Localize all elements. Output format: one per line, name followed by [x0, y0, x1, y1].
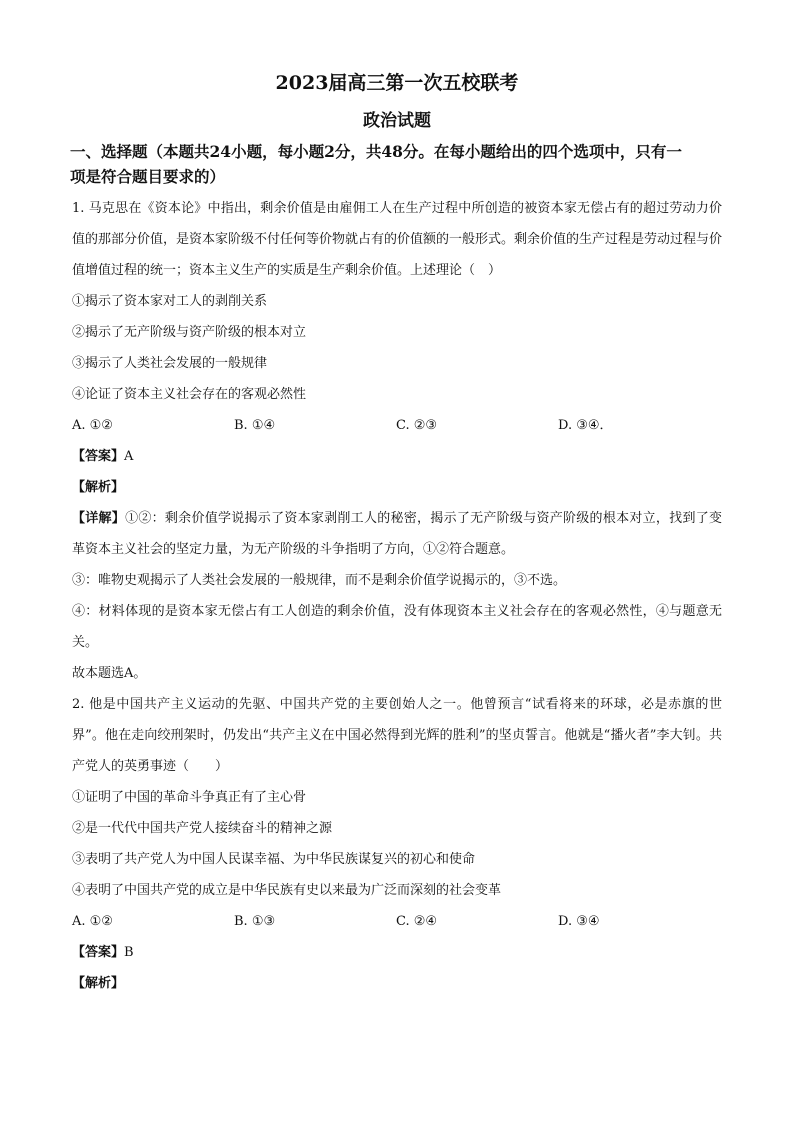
section-heading	[70, 139, 722, 189]
section-heading-line2: 项是符合题目要求的）	[70, 167, 226, 186]
question-2-analysis-label: 【解析】	[72, 976, 125, 991]
answer-value: B	[124, 945, 134, 960]
question-1-analysis-label: 【解析】	[72, 480, 125, 495]
detail-text: ①②：剩余价值学说揭示了资本家剥削工人的秘密，揭示了无产阶级与资产阶级的根本对立，找到了变革资本主义社会的坚定力量，为无产阶级的斗争指明了方向，①②符合题意。	[72, 511, 722, 557]
question-2-options	[72, 906, 722, 937]
question-1-item-3: ③揭示了人类社会发展的一般规律	[72, 356, 268, 371]
exam-subject: 政治试题	[363, 111, 431, 131]
question-1-options	[72, 410, 722, 441]
question-1-item-1: ①揭示了资本家对工人的剥削关系	[72, 294, 268, 309]
question-1-detail-3: ③：唯物史观揭示了人类社会发展的一般规律，而不是剩余价值学说揭示的，③不选。	[72, 573, 567, 588]
question-2-item-2: ②是一代代中国共产党人接续奋斗的精神之源	[72, 821, 333, 836]
question-1-detail	[72, 503, 722, 565]
question-1-answer	[72, 441, 722, 472]
option-a: A. ①②	[72, 914, 113, 929]
section-heading-line1: 一、选择题（本题共24小题，每小题2分，共48分。在每小题给出的四个选项中，只有一	[70, 142, 682, 161]
exam-title: 2023届高三第一次五校联考	[275, 72, 519, 94]
question-1-item-4: ④论证了资本主义社会存在的客观必然性	[72, 387, 307, 402]
option-d: D. ③④．	[558, 418, 613, 433]
question-1	[72, 193, 722, 689]
detail-label: 【详解】	[72, 511, 126, 526]
question-2-item-1: ①证明了中国的革命斗争真正有了主心骨	[72, 790, 307, 805]
option-b: B. ①③	[234, 914, 276, 929]
question-2-item-4: ④表明了中国共产党的成立是中华民族有史以来最为广泛而深刻的社会变革	[72, 883, 502, 898]
answer-label: 【答案】	[72, 449, 125, 464]
option-d: D. ③④	[558, 914, 600, 929]
option-a: A. ①②	[72, 418, 113, 433]
question-1-conclusion: 故本题选A。	[72, 666, 147, 681]
answer-value: A	[124, 449, 134, 464]
option-c: C. ②③	[396, 418, 438, 433]
question-1-stem: 1. 马克思在《资本论》中指出，剩余价值是由雇佣工人在生产过程中所创造的被资本家无偿占有的超过劳动力价值的那部分价值，是资本家阶级不付任何等价物就占有的价值额的一般形式。剩余价值的生产过程是劳动过程与价值增值过程的统一；资本主义生产的实质是生产剩余价值。上述理论（ ）	[72, 201, 723, 278]
question-2	[72, 689, 722, 999]
question-2-stem: 2. 他是中国共产主义运动的先驱、中国共产党的主要创始人之一。他曾预言“试看将来的环球，必是赤旗的世界”。他在走向绞刑架时，仍发出“共产主义在中国必然得到光辉的胜利”的坚贞誓言。他就是“播火者”李大钊。共产党人的英勇事迹（ ）	[72, 697, 722, 774]
question-1-detail-4: ④：材料体现的是资本家无偿占有工人创造的剩余价值，没有体现资本主义社会存在的客观必然性，④与题意无关。	[72, 604, 722, 650]
question-1-item-2: ②揭示了无产阶级与资产阶级的根本对立	[72, 325, 307, 340]
exam-page	[72, 66, 722, 999]
option-b: B. ①④	[234, 418, 276, 433]
option-c: C. ②④	[396, 914, 438, 929]
answer-label: 【答案】	[72, 945, 125, 960]
question-2-answer	[72, 937, 722, 968]
question-2-item-3: ③表明了共产党人为中国人民谋幸福、为中华民族谋复兴的初心和使命	[72, 852, 476, 867]
